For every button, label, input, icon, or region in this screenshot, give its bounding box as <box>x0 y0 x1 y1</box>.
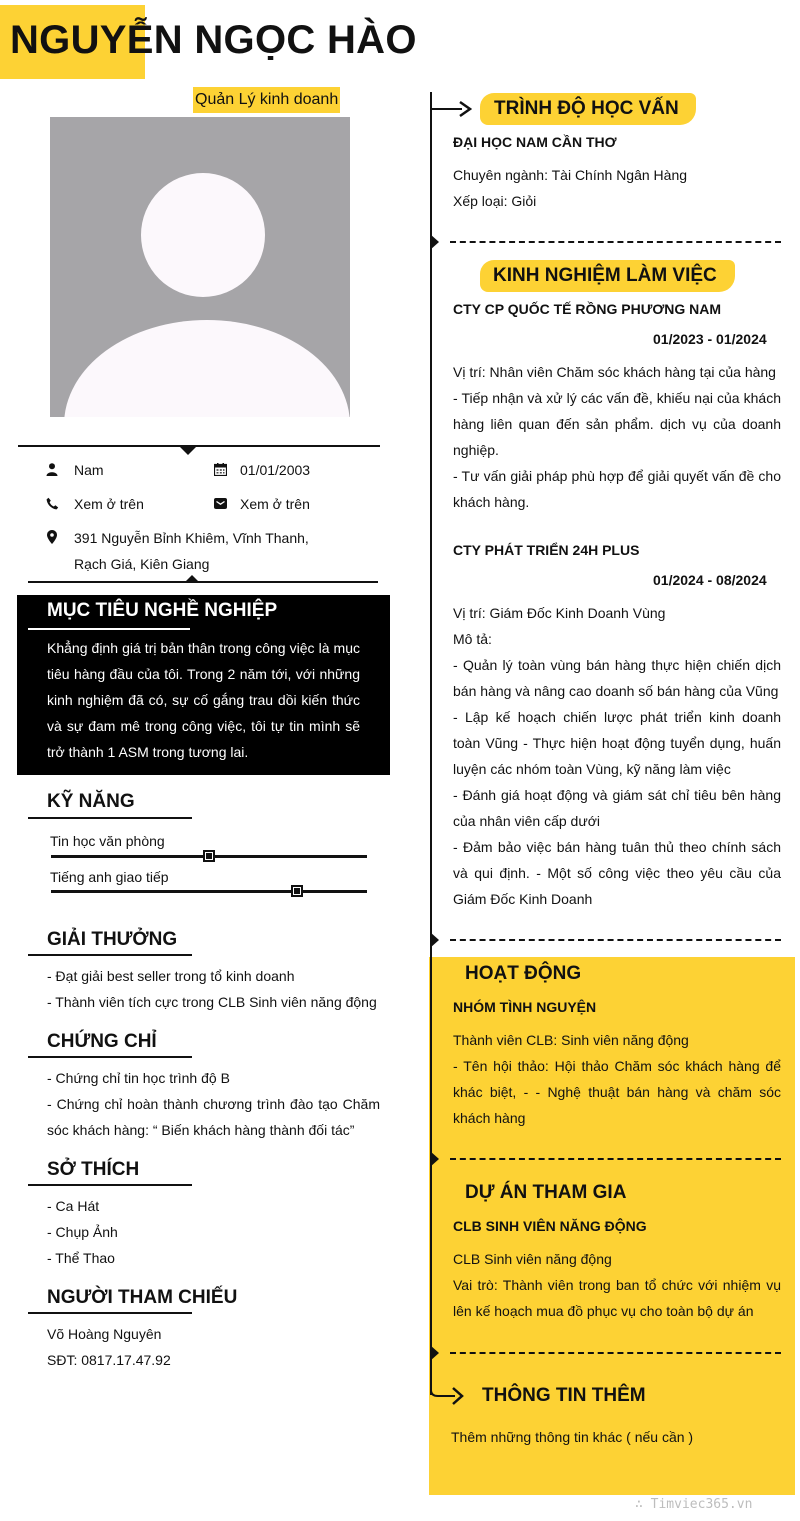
education-title: TRÌNH ĐỘ HỌC VẤN <box>494 98 679 119</box>
activities-text: - Tên hội thảo: Hội thảo Chăm sóc khách hàng để khác biệt, - - Nghệ thuật bán hàng và chăm sóc khách hàng <box>453 1058 781 1126</box>
curved-arrow-icon <box>429 1382 465 1410</box>
skill-label: Tiếng anh giao tiếp <box>50 869 169 885</box>
projects-org: CLB Sinh viên năng động <box>453 1251 612 1267</box>
activities-title: HOẠT ĐỘNG <box>465 963 582 984</box>
section-marker <box>430 1345 439 1361</box>
references-underline <box>28 1312 192 1314</box>
avatar[interactable] <box>50 117 350 417</box>
awards-list <box>47 963 387 1015</box>
activities-org: NHÓM TÌNH NGUYỆN <box>453 999 597 1015</box>
contact-bottom-divider <box>28 581 378 583</box>
certificate-item: - Chứng chỉ tin học trình độ B <box>47 1070 230 1086</box>
hobby-item: - Ca Hát <box>47 1198 100 1214</box>
job-duty: - Đánh giá hoạt động và giám sát chỉ tiêu bên hàng của nhân viên cấp dưới <box>453 787 781 829</box>
email-icon <box>213 495 227 511</box>
projects-name: CLB SINH VIÊN NĂNG ĐỘNG <box>453 1218 647 1234</box>
skills-title: KỸ NĂNG <box>47 791 135 812</box>
skill-label: Tin học văn phòng <box>50 833 165 849</box>
job-period: 01/2023 - 01/2024 <box>653 331 767 347</box>
references-list <box>47 1321 347 1373</box>
job-period: 01/2024 - 08/2024 <box>653 572 767 588</box>
projects-details <box>453 1246 781 1324</box>
watermark: ∴ Timviec365.vn <box>635 1497 753 1512</box>
additional-text: Thêm những thông tin khác ( nếu cần ) <box>451 1429 694 1445</box>
candidate-name: NGUYỄN NGỌC HÀO <box>10 18 417 62</box>
objective-title: MỤC TIÊU NGHỀ NGHIỆP <box>47 600 278 621</box>
education-grade: Xếp loại: Giỏi <box>453 193 537 209</box>
objective-text: Khẳng định giá trị bản thân trong công việc là mục tiêu hàng đầu của tôi. Trong 2 năm tới, với những kinh nghiệm đã có, sự cố gắng trau dồi kiến thức và sự đam mê trong công việc, tôi tự tin mình sẽ trở thành 1 ASM trong tương lai. <box>47 640 360 760</box>
hobbies-title: SỞ THÍCH <box>47 1159 140 1180</box>
email-value: Xem ở trên <box>240 496 310 512</box>
job-description <box>453 600 781 912</box>
certificates-title: CHỨNG CHỈ <box>47 1031 157 1052</box>
phone-icon <box>45 495 59 511</box>
additional-title: THÔNG TIN THÊM <box>482 1385 646 1406</box>
skills-underline <box>28 817 192 819</box>
contact-top-marker <box>180 447 196 455</box>
location-pin-icon <box>45 529 59 545</box>
award-item: - Thành viên tích cực trong CLB Sinh viên năng động <box>47 994 377 1010</box>
section-marker <box>430 234 439 250</box>
address-line-1: 391 Nguyễn Bỉnh Khiêm, Vĩnh Thanh, <box>74 530 309 546</box>
education-details <box>453 162 783 214</box>
job-position: Vị trí: Giám Đốc Kinh Doanh Vùng <box>453 605 666 621</box>
certificate-item: - Chứng chỉ hoàn thành chương trình đào tạo Chăm sóc khách hàng: “ Biến khách hàng thành đối tác” <box>47 1096 380 1138</box>
section-divider <box>450 1352 781 1354</box>
references-title: NGƯỜI THAM CHIẾU <box>47 1287 238 1308</box>
arrow-right-icon <box>430 100 472 118</box>
section-divider <box>450 241 781 243</box>
objective-section <box>17 595 390 775</box>
job-duty: - Quản lý toàn vùng bán hàng thực hiện chiến dịch bán hàng và nâng cao doanh số bán hàng của Vũng <box>453 657 781 699</box>
birthday-value: 01/01/2003 <box>240 462 311 478</box>
reference-name: Võ Hoàng Nguyên <box>47 1326 162 1342</box>
activities-details <box>453 1027 781 1131</box>
avatar-head-shape <box>141 173 265 297</box>
certificates-underline <box>28 1056 192 1058</box>
phone-value: Xem ở trên <box>74 496 144 512</box>
job-duty: - Tiếp nhận và xử lý các vấn đề, khiếu nại của khách hàng liên quan đến sản phẩm. dịch vụ của doanh nghiệp. <box>453 390 781 458</box>
projects-title: DỰ ÁN THAM GIA <box>465 1182 627 1203</box>
contact-top-divider <box>18 445 380 447</box>
experience-title: KINH NGHIỆM LÀM VIỆC <box>493 265 717 286</box>
avatar-body-shape <box>64 320 350 417</box>
education-major: Chuyên ngành: Tài Chính Ngân Hàng <box>453 167 688 183</box>
hobbies-underline <box>28 1184 192 1186</box>
calendar-icon <box>213 461 227 477</box>
skill-track <box>51 890 367 893</box>
hobbies-list <box>47 1193 347 1271</box>
address <box>74 525 374 577</box>
address-line-2: Rạch Giá, Kiên Giang <box>74 556 210 572</box>
job-company: CTY CP QUỐC TẾ RỒNG PHƯƠNG NAM <box>453 301 722 317</box>
job-duty: - Tư vấn giải pháp phù hợp để giải quyết vấn đề cho khách hàng. <box>453 468 781 510</box>
education-school: ĐẠI HỌC NAM CẦN THƠ <box>453 134 617 150</box>
skill-level-handle[interactable] <box>291 885 303 897</box>
skill-level-handle[interactable] <box>203 850 215 862</box>
job-duty: - Lập kế hoạch chiến lược phát triển kinh doanh toàn Vũng - Thực hiện hoạt động tuyển dụng, huấn luyện các nhóm toàn Vùng, kỹ năng làm việc <box>453 709 781 777</box>
hobby-item: - Thể Thao <box>47 1250 115 1266</box>
certificates-list <box>47 1065 380 1143</box>
awards-title: GIẢI THƯỞNG <box>47 929 178 950</box>
user-icon <box>45 461 59 477</box>
award-item: - Đạt giải best seller trong tổ kinh doanh <box>47 968 295 984</box>
hobby-item: - Chụp Ảnh <box>47 1224 118 1240</box>
job-duty: - Đảm bảo việc bán hàng tuân thủ theo chính sách và qui định. - Một số công việc theo yêu cầu của Giám Đốc Kinh Doanh <box>453 839 781 907</box>
section-divider <box>450 1158 781 1160</box>
gender-value: Nam <box>74 462 104 478</box>
reference-phone: SĐT: 0817.17.47.92 <box>47 1352 171 1368</box>
section-marker <box>430 1151 439 1167</box>
projects-text: Vai trò: Thành viên trong ban tổ chức với nhiệm vụ lên kế hoạch mua đồ phục vụ cho toàn bộ dự án <box>453 1277 781 1319</box>
job-description <box>453 359 781 515</box>
section-divider <box>450 939 781 941</box>
activities-role: Thành viên CLB: Sinh viên năng động <box>453 1032 689 1048</box>
job-desc-label: Mô tả: <box>453 631 492 647</box>
timeline-line <box>430 92 432 1395</box>
job-company: CTY PHÁT TRIỂN 24H PLUS <box>453 542 640 558</box>
awards-underline <box>28 954 192 956</box>
objective-underline <box>28 628 190 630</box>
section-marker <box>430 932 439 948</box>
job-title: Quản Lý kinh doanh <box>193 87 340 113</box>
job-position: Vị trí: Nhân viên Chăm sóc khách hàng tại của hàng <box>453 364 776 380</box>
